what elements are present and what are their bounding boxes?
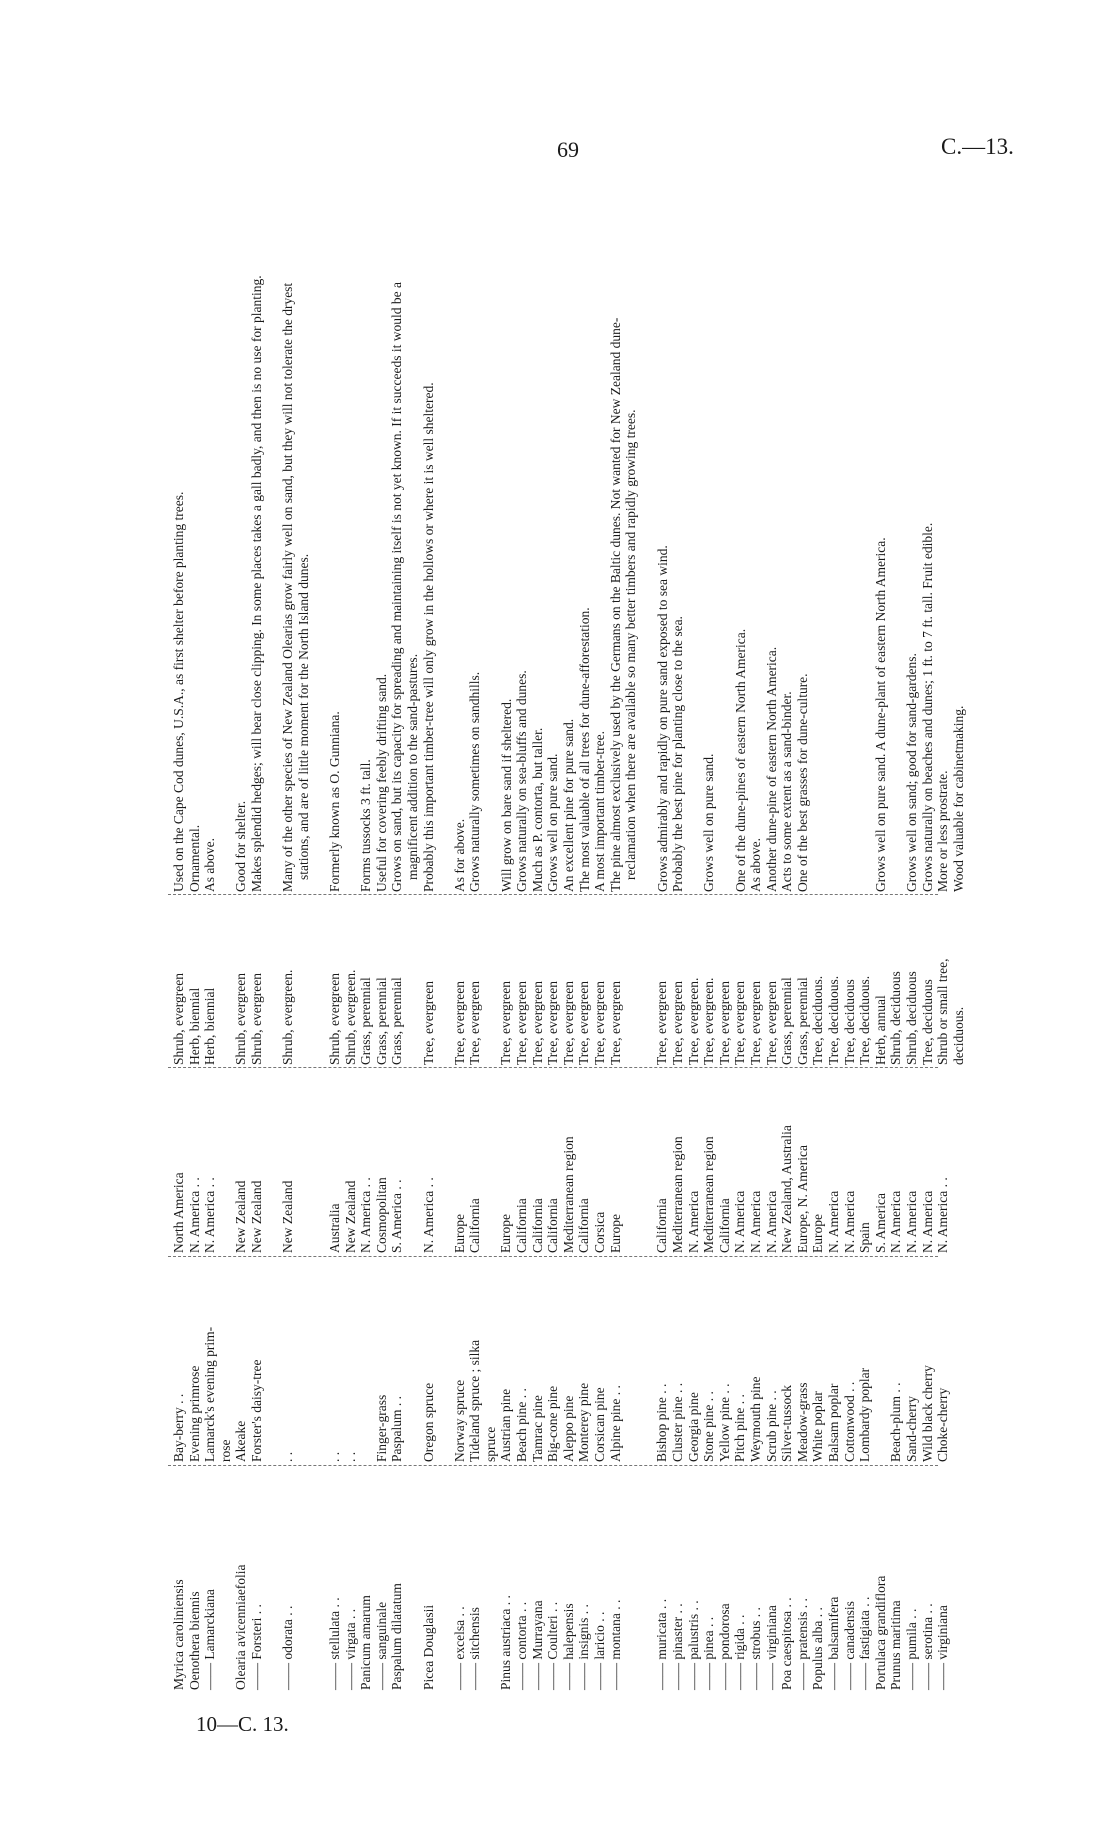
species-name: —— contorta . . — [514, 1601, 530, 1690]
remark-text: Grows well on sand; good for sand-gardens. — [904, 653, 920, 892]
species-name — [639, 1465, 655, 1690]
species-name: Poa caespitosa . . — [779, 1597, 795, 1690]
species-name: —— laricio . . — [592, 1611, 608, 1690]
native-country: Mediterranean region — [670, 1136, 685, 1253]
habit — [218, 897, 234, 1065]
common-name: Beach-plum . . — [888, 1382, 904, 1462]
native-country: N. America — [841, 1190, 857, 1253]
native-country: Europe, N. America — [794, 1145, 810, 1253]
habit: Shrub, evergreen — [233, 973, 249, 1065]
common-name — [623, 1257, 639, 1462]
species-name — [218, 1465, 234, 1690]
habit: Herb, annual — [872, 995, 888, 1065]
habit: Tree, evergreen — [592, 981, 608, 1065]
habit: Tree, evergreen — [545, 981, 561, 1065]
common-name: Austrian pine — [498, 1388, 514, 1462]
species-name: —— excelsa . . — [451, 1606, 467, 1690]
common-name: Sand-cherry — [903, 1396, 919, 1462]
habit: Shrub, evergreen. — [280, 969, 296, 1065]
native-country — [311, 1068, 327, 1253]
common-name: Cottonwood . . — [841, 1381, 857, 1462]
native-country — [296, 1068, 312, 1253]
habit: Tree, evergreen — [514, 981, 530, 1065]
species-name — [436, 1465, 452, 1690]
common-name: Aleppo pine — [560, 1395, 576, 1462]
habit: Grass, perennial — [779, 977, 795, 1065]
habit — [639, 897, 655, 1065]
species-name: —— pinea . . — [701, 1616, 717, 1690]
habit: Herb, biennial — [186, 987, 202, 1065]
native-country: N. America — [888, 1190, 904, 1253]
habit: Grass, perennial — [373, 977, 389, 1065]
common-name — [265, 1257, 281, 1462]
habit: Herb, biennial — [202, 987, 218, 1065]
species-name: Panicum amarum — [358, 1595, 374, 1690]
habit: Tree, evergreen — [670, 981, 685, 1065]
native-country: California — [467, 1198, 483, 1253]
native-country: N. America . . — [186, 1177, 202, 1253]
common-name: . . — [326, 1451, 342, 1462]
common-name: Lamarck's evening prim- — [202, 1326, 218, 1462]
remark-text: Grows well on pure sand. — [545, 753, 561, 892]
native-country: N. America — [763, 1190, 779, 1253]
habit-column — [171, 897, 966, 1065]
habit: Tree, evergreen — [732, 981, 748, 1065]
native-country: Europe — [451, 1214, 467, 1253]
common-name: Beach pine . . — [514, 1388, 530, 1462]
species-name — [405, 1465, 421, 1690]
remark-text: More or less prostrate. — [935, 770, 951, 892]
remark-text: One of the dune-pines of eastern North America. — [732, 628, 748, 892]
remark-text: As above. — [748, 838, 764, 892]
common-name: Stone pine . . — [701, 1391, 717, 1462]
native-country — [483, 1068, 499, 1253]
native-country: N. America — [685, 1190, 701, 1253]
common-name: Norway spruce — [451, 1379, 467, 1462]
species-name: —— canadensis — [841, 1601, 857, 1690]
common-name: Meadow-grass — [794, 1382, 810, 1462]
remark-text: Useful for covering feebly drifting sand. — [373, 673, 389, 892]
remark-text: Forms tussocks 3 ft. tall. — [358, 759, 374, 892]
native-country — [436, 1068, 452, 1253]
native-country: New Zealand — [342, 1180, 358, 1253]
native-country: Corsica — [592, 1211, 608, 1253]
species-name: —— stellulata . . — [326, 1597, 342, 1690]
common-name: Monterey pine — [576, 1382, 592, 1462]
habit: Shrub, evergreen — [326, 973, 342, 1065]
species-name: —— serotina . . — [919, 1603, 935, 1690]
species-name: —— strobus . . — [747, 1607, 763, 1690]
native-country: Mediterranean region — [560, 1136, 576, 1253]
common-name: White poplar — [810, 1391, 826, 1462]
species-name: —— montana . . — [607, 1599, 623, 1690]
habit: Grass, perennial — [389, 977, 405, 1065]
habit — [623, 897, 639, 1065]
native-country: N. America — [732, 1190, 748, 1253]
native-country: N. America . . — [935, 1177, 951, 1253]
common-name: Paspalum . . — [389, 1396, 405, 1462]
species-name: Paspalum dilatatum — [389, 1583, 405, 1690]
species-name: —— palustris . . — [685, 1600, 701, 1690]
native-country: California — [654, 1198, 670, 1253]
remark-text: Good for shelter. — [233, 800, 249, 892]
native-country: Cosmopolitan — [373, 1177, 389, 1253]
document-code: C.—13. — [941, 134, 1014, 159]
habit — [311, 897, 327, 1065]
common-name: rose — [217, 1439, 233, 1462]
common-name: spruce — [482, 1426, 498, 1462]
remark-text: Acts to some extent as a sand-binder. — [779, 691, 795, 892]
species-name: —— balsamifera — [825, 1596, 841, 1690]
remark-text: Will grow on bare sand if sheltered. — [498, 698, 514, 892]
species-name: —— Murrayana — [529, 1600, 545, 1690]
species-name: —— sanguinale — [373, 1601, 389, 1690]
native-country: North America — [171, 1172, 186, 1253]
species-name: —— virginiana — [935, 1605, 951, 1690]
native-country: New Zealand — [248, 1180, 264, 1253]
habit: Tree, deciduous — [919, 979, 935, 1065]
species-name: Portulaca grandiflora — [872, 1575, 888, 1690]
common-name-column — [171, 1257, 951, 1462]
remark-text: Another dune-pine of eastern North America. — [763, 646, 779, 892]
signature-mark: 10—C. 13. — [196, 1712, 289, 1736]
species-name — [265, 1465, 281, 1690]
native-country: Europe — [607, 1214, 623, 1253]
habit: Grass, perennial — [794, 977, 810, 1065]
common-name: . . — [342, 1451, 358, 1462]
habit: Tree, evergreen — [451, 981, 467, 1065]
native-country: California — [545, 1198, 561, 1253]
common-name: Scrub pine . . — [763, 1390, 779, 1462]
native-country: N. America . . — [202, 1177, 218, 1253]
species-name: —— pinaster . . — [670, 1603, 685, 1690]
habit: Tree, evergreen — [529, 981, 545, 1065]
native-country: Europe — [810, 1214, 826, 1253]
remark-text: Grows well on pure sand. A dune-plant of eastern North America. — [873, 537, 888, 892]
native-country: N. America — [919, 1190, 935, 1253]
habit — [405, 897, 421, 1065]
habit: Tree, evergreen — [607, 981, 623, 1065]
species-column — [171, 1465, 951, 1690]
common-name: . . — [280, 1451, 296, 1462]
species-name: —— pratensis . . — [794, 1598, 810, 1690]
native-country-column — [171, 1068, 951, 1253]
common-name — [311, 1257, 327, 1462]
remark-text: Formerly known as O. Gunniana. — [327, 711, 342, 892]
remark-text: Probably the best pine for planting close to the sea. — [670, 616, 686, 892]
habit: Shrub, evergreen — [248, 973, 264, 1065]
native-country: Australia — [326, 1203, 342, 1253]
common-name: Choke-cherry — [935, 1387, 951, 1462]
common-name: Wild black cherry — [919, 1365, 935, 1462]
habit: deciduous. — [950, 1006, 966, 1065]
species-name: Populus alba . . — [810, 1607, 826, 1690]
common-name: Silver-tussock — [779, 1385, 795, 1462]
species-name: —— virginiana — [763, 1605, 779, 1690]
remark-text: Ornamental. — [186, 824, 202, 892]
habit: Tree, evergreen. — [701, 977, 717, 1065]
habit — [265, 897, 281, 1065]
column-divider — [168, 894, 938, 895]
common-name: Evening primrose — [186, 1365, 202, 1462]
habit: Tree, evergreen — [654, 981, 670, 1065]
remark-text: One of the best grasses for dune-culture. — [795, 673, 810, 892]
habit: Tree, deciduous. — [810, 975, 826, 1065]
habit: Tree, evergreen — [763, 981, 779, 1065]
habit — [436, 897, 452, 1065]
common-name — [436, 1257, 452, 1462]
habit: Shrub, evergreen — [171, 973, 186, 1065]
remark-text: Wood valuable for cabinetmaking. — [951, 705, 966, 892]
habit: Tree, evergreen. — [685, 977, 701, 1065]
habit: Tree, deciduous — [841, 979, 857, 1065]
native-country: N. America . . — [358, 1177, 374, 1253]
native-country — [623, 1068, 639, 1253]
native-country: Europe — [498, 1214, 514, 1253]
common-name: Pitch pine . . — [732, 1394, 748, 1462]
habit: Tree, evergreen — [747, 981, 763, 1065]
native-country: N. America . . — [420, 1177, 436, 1253]
habit: Tree, evergreen — [576, 981, 592, 1065]
species-name: —— insignis . . — [576, 1604, 592, 1690]
native-country: California — [514, 1198, 530, 1253]
habit: Tree, evergreen — [467, 981, 483, 1065]
native-country — [218, 1068, 234, 1253]
common-name: Tideland spruce ; silka — [467, 1339, 483, 1462]
remark-text: Grows well on pure sand. — [701, 753, 717, 892]
common-name: Akeake — [233, 1420, 249, 1462]
remark-text: Much as P. contorta, but taller. — [529, 727, 545, 892]
species-table — [165, 260, 966, 1690]
habit — [483, 897, 499, 1065]
species-name — [623, 1465, 639, 1690]
species-name: —— Forsteri . . — [248, 1604, 264, 1690]
species-name: Myrica caroliniensis — [171, 1579, 186, 1690]
native-country: Spain — [857, 1222, 873, 1253]
common-name: Yellow pine . . — [716, 1383, 732, 1462]
common-name: Balsam poplar — [825, 1383, 841, 1462]
remark-text: Probably this important timber-tree will only grow in the hollows or where it is well sheltered. — [420, 382, 436, 892]
remark-text: Used on the Cape Cod dunes, U.S.A., as first shelter before planting trees. — [171, 491, 186, 892]
habit: Tree, evergreen — [560, 981, 576, 1065]
common-name: Forster's daisy-tree — [248, 1359, 264, 1462]
species-name: —— Lamarckiana — [202, 1589, 218, 1690]
remark-text: Grows on sand, but its capacity for spreading and maintaining itself is not yet known. If it succeeds it would be a magnificent addition to the sand-pastures. — [389, 282, 420, 892]
species-name: Prunus maritima — [888, 1600, 904, 1690]
species-name: —— Coulteri . . — [545, 1601, 561, 1690]
remark-text: Grows naturally on beaches and dunes; 1 ft. to 7 ft. tall. Fruit edible. — [919, 522, 935, 892]
remark-text: Grows naturally on sea-bluffs and dunes. — [514, 670, 530, 892]
native-country: California — [576, 1198, 592, 1253]
species-name: —— muricata . . — [654, 1598, 670, 1690]
common-name: Bishop pine . . — [654, 1383, 670, 1462]
common-name: Bay-berry . . — [171, 1393, 186, 1462]
remark-text: As above. — [202, 838, 218, 892]
remark-text: Many of the other species of New Zealand Olearias grow fairly well on sand, but they will not tolerate the dryest stations, and are of little moment for the North Island dunes. — [280, 282, 311, 892]
habit: Shrub, deciduous — [903, 971, 919, 1065]
remark-text: Grows naturally sometimes on sandhills. — [467, 671, 483, 892]
remark-text: Grows admirably and rapidly on pure sand exposed to sea wind. — [654, 545, 670, 892]
remark-text: As for above. — [451, 818, 467, 892]
native-country: S. America . . — [389, 1179, 405, 1253]
species-name: —— pumila . . — [903, 1608, 919, 1690]
native-country: California — [529, 1198, 545, 1253]
native-country — [639, 1068, 655, 1253]
native-country: Mediterranean region — [701, 1136, 717, 1253]
habit: Tree, evergreen — [420, 981, 436, 1065]
common-name — [405, 1257, 421, 1462]
species-name: Picea Douglasii — [420, 1604, 436, 1690]
species-name: —— sitchensis — [467, 1607, 483, 1690]
remark-text: Makes splendid hedges; will bear close clipping. In some places takes a gall badly, and then is no use for planting. — [249, 275, 264, 892]
common-name: Corsican pine — [592, 1387, 608, 1462]
habit: Tree, deciduous. — [857, 975, 873, 1065]
common-name: Alpine pine . . — [607, 1385, 623, 1462]
species-name: —— rigida . . — [732, 1614, 748, 1690]
species-name: Oenothera biennis — [186, 1591, 202, 1690]
habit — [296, 897, 312, 1065]
habit: Shrub or small tree, — [935, 958, 951, 1065]
species-name: —— halepensis — [560, 1603, 576, 1690]
species-name — [311, 1465, 327, 1690]
species-name: Olearia avicenniaefolia — [233, 1564, 249, 1690]
common-name: Tamrac pine — [529, 1395, 545, 1462]
habit: Tree, evergreen — [716, 981, 732, 1065]
remark-text: The most valuable of all trees for dune-afforestation. — [576, 607, 592, 892]
native-country: N. America — [825, 1190, 841, 1253]
native-country: N. America — [903, 1190, 919, 1253]
common-name: Finger-grass — [373, 1394, 389, 1462]
species-name: —— pondorosa — [716, 1603, 732, 1690]
common-name: Oregon spruce — [420, 1382, 436, 1462]
common-name — [873, 1257, 889, 1462]
habit: Shrub, evergreen. — [342, 969, 358, 1065]
species-name — [483, 1465, 499, 1690]
native-country: S. America — [872, 1193, 888, 1253]
common-name: Weymouth pine — [747, 1376, 763, 1462]
species-name: —— odorata . . — [280, 1605, 296, 1690]
common-name: Big-cone pine — [545, 1385, 561, 1462]
native-country — [265, 1068, 281, 1253]
remark-text: A most important timber-tree. — [592, 731, 608, 892]
habit: Tree, evergreen — [498, 981, 514, 1065]
common-name — [639, 1257, 655, 1462]
common-name: Georgia pine — [685, 1392, 701, 1462]
native-country: New Zealand — [233, 1180, 249, 1253]
species-name: Pinus austriaca . . — [498, 1595, 514, 1690]
common-name: Cluster pine . . — [670, 1382, 685, 1462]
native-country: California — [716, 1198, 732, 1253]
native-country: New Zealand — [280, 1180, 296, 1253]
remark-text: An excellent pine for pure sand. — [561, 718, 576, 892]
common-name: Lombardy poplar — [857, 1367, 873, 1462]
native-country: N. America — [747, 1190, 763, 1253]
habit: Shrub, deciduous — [888, 971, 904, 1065]
native-country: New Zealand, Australia — [779, 1125, 795, 1253]
page-number: 69 — [557, 137, 579, 162]
species-name: —— fastigiata . . — [857, 1596, 873, 1690]
habit: Tree, deciduous. — [825, 975, 841, 1065]
habit: Grass, perennial — [358, 977, 374, 1065]
common-name — [358, 1257, 374, 1462]
remark-text: The pine almost exclusively used by the Germans on the Baltic dunes. Not wanted for New Zealand dune-reclamation when there are available so many better timbers and rapidly growing trees. — [607, 317, 639, 892]
species-name: —— virgata . . — [342, 1608, 358, 1690]
native-country — [405, 1068, 421, 1253]
species-name — [296, 1465, 312, 1690]
common-name — [296, 1257, 312, 1462]
